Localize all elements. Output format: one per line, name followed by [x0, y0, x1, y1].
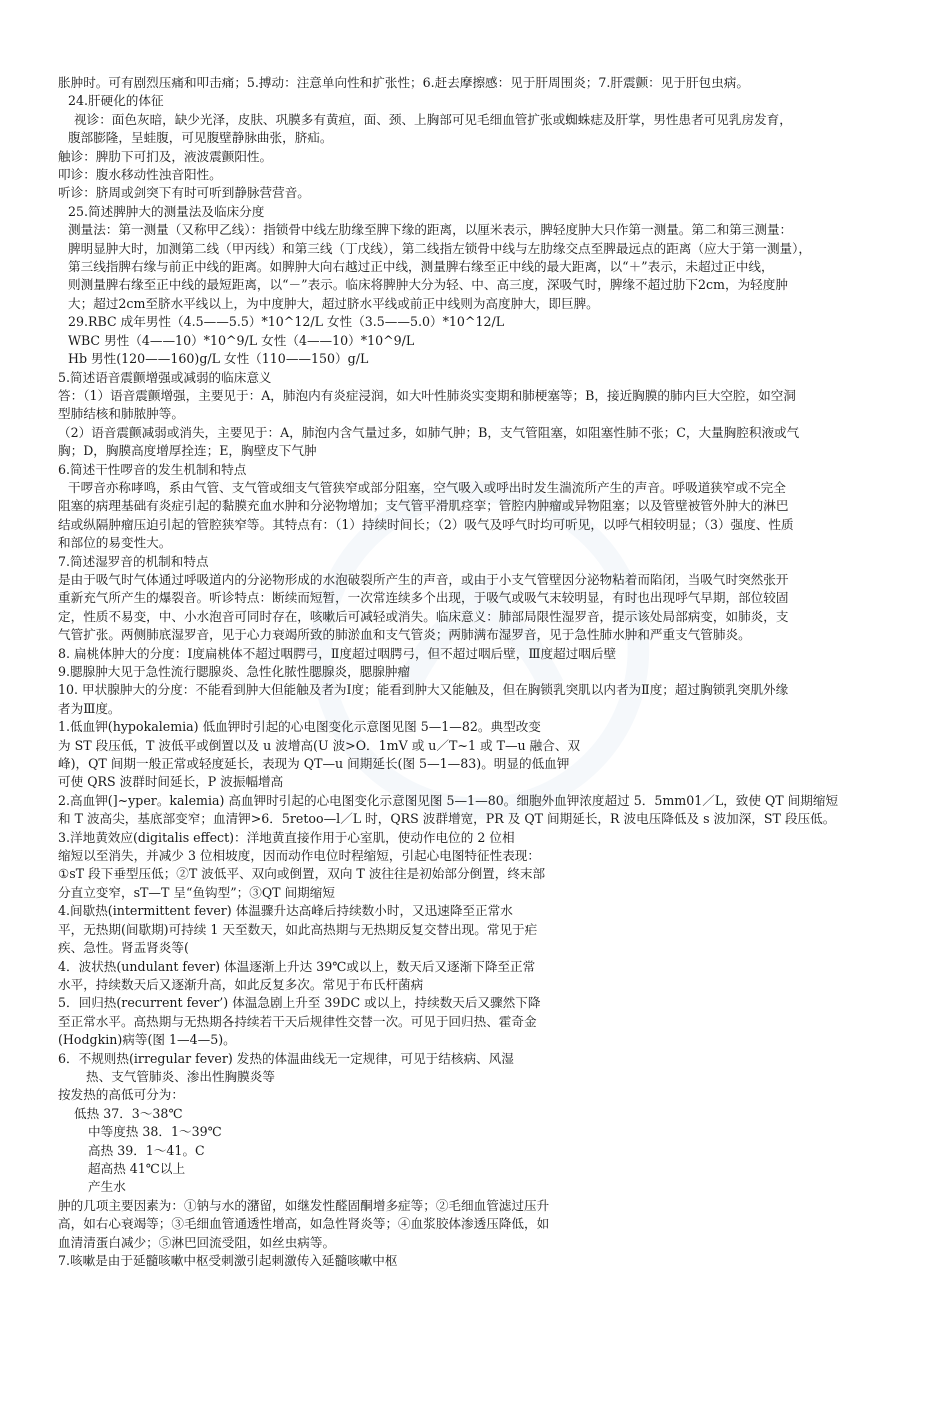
text-line: 阻塞的病理基础有炎症引起的黏膜充血水肿和分泌物增加；支气管平滑肌痉挛；管腔内肿瘤或异物阻塞；以及管壁被管外肿大的淋巴 [58, 498, 789, 514]
fever-range-item: 超高热 41℃以上 [88, 1160, 186, 1176]
text-line: 肿的几项主要因素为：①钠与水的潴留，如继发性醛固酮增多症等；②毛细血管滤过压升 [58, 1197, 550, 1213]
text-line: 者为Ⅲ度。 [58, 700, 121, 716]
text-line: 干啰音亦称哮鸣，系由气管、支气管或细支气管狭窄或部分阻塞，空气吸入或呼出时发生湍流所产生的声音。呼吸道狭窄或不完全 [68, 479, 786, 495]
text-line: 29.RBC 成年男性（4.5——5.5）*10^12/L 女性（3.5——5.0）*10^12/L [68, 314, 505, 330]
text-line: 脾明显肿大时，加测第二线（甲丙线）和第三线（丁戊线），第二线指左锁骨中线与左肋缘交点至脾最远点的距离（应大于第一测量）， [68, 240, 812, 256]
text-line: 低热 37．3～38℃ [74, 1105, 183, 1121]
text-line: 1.低血钾(hypokalemia) 低血钾时引起的心电图变化示意图见图 5—1—82。典型改变 [58, 719, 541, 735]
text-line: 叩诊：腹水移动性浊音阳性。 [58, 167, 222, 183]
text-line: 2.高血钾(]~yper。kalemia) 高血钾时引起的心电图变化示意图见图 5—1—80。细胞外血钾浓度超过 5．5mm01／L，致使 QT 间期缩短 [58, 792, 839, 808]
text-line: 9.腮腺肿大见于急性流行腮腺炎、急性化脓性腮腺炎，腮腺肿瘤 [58, 664, 411, 679]
text-line: 血清清蛋白减少；⑤淋巴回流受阻，如丝虫病等。 [58, 1234, 336, 1250]
text-line: 视诊：面色灰暗，缺少光泽，皮肤、巩膜多有黄疸，面、颈、上胸部可见毛细血管扩张或蜘蛛痣及肝掌，男性患者可见乳房发育， [74, 111, 792, 127]
text-line: 测量法：第一测量（又称甲乙线）：指锁骨中线左肋缘至脾下缘的距离，以厘米表示，脾轻度肿大只作第一测量。第二和第三测量： [68, 222, 793, 238]
text-line: (Hodgkin)病等(图 1—4—5)。 [58, 1032, 236, 1048]
text-line: 按发热的高低可分为： [58, 1087, 184, 1103]
text-line: 至正常水平。高热期与无热期各持续若干天后规律性交替一次。可见于回归热、霍奇金 [58, 1013, 537, 1029]
text-line: 第三线指脾右缘与前正中线的距离。如脾肿大向右越过正中线，测量脾右缘至正中线的最大距离，以“＋”表示，未超过正中线， [68, 259, 774, 275]
text-line: Hb 男性(120——160)g/L 女性（110——150）g/L [68, 351, 369, 367]
text-line: 型肺结核和肺脓肿等。 [58, 406, 184, 422]
text-line: 高，如右心衰竭等；③毛细血管通透性增高，如急性肾炎等；④血浆胶体渗透压降低，如 [58, 1216, 550, 1232]
text-line: 10. 甲状腺肿大的分度：不能看到肿大但能触及者为Ⅰ度；能看到肿大又能触及，但在胸锁乳突肌以内者为Ⅱ度；超过胸锁乳突肌外缘 [58, 682, 789, 698]
text-line: 和部位的易变性大。 [58, 535, 172, 551]
text-line: （2）语音震颤减弱或消失，主要见于：A，肺泡内含气量过多，如肺气肿；B，支气管阻塞，如阻塞性肺不张；C，大量胸腔积液或气 [58, 424, 800, 440]
text-line: 定，性质不易变，中、小水泡音可同时存在，咳嗽后可减轻或消失。临床意义：肺部局限性湿罗音，提示该处局部病变，如肺炎，支 [58, 608, 789, 624]
text-line: 平，无热期(间歇期)可持续 1 天至数天，如此高热期与无热期反复交替出现。常见于疟 [58, 921, 538, 937]
text-line: 腹部膨隆，呈蛙腹，可见腹壁静脉曲张，脐疝。 [68, 130, 333, 146]
text-line: 胀肿时。可有剧烈压痛和叩击痛；5.搏动：注意单向性和扩张性；6.赶去摩擦感：见于肝周围炎；7.肝震颤：见于肝包虫病。 [58, 75, 749, 90]
text-line: 4．波状热(undulant fever) 体温逐渐上升达 39℃或以上，数天后又逐渐下降至正常 [58, 958, 536, 974]
text-line: 7.咳嗽是由于延髓咳嗽中枢受刺激引起刺激传入延髓咳嗽中枢 [58, 1253, 398, 1268]
text-line: 8. 扁桃体肿大的分度：Ⅰ度扁桃体不超过咽腭弓，Ⅱ度超过咽腭弓，但不超过咽后壁，Ⅲ度超过咽后壁 [58, 645, 617, 661]
text-line: 分直立变窄，sT—T 呈“鱼钩型”；③QT 间期缩短 [58, 884, 335, 900]
text-line: 为 ST 段压低，T 波低平或倒置以及 u 波增高(U 波>O．1mV 或 u／T~1 或 T—u 融合、双 [58, 737, 581, 753]
text-line: 胸；D，胸膜高度增厚拴连；E，胸壁皮下气肿 [58, 443, 317, 459]
text-line: 触诊：脾肋下可扪及，液波震颤阳性。 [58, 148, 273, 164]
fever-range-item: 产生水 [88, 1179, 126, 1195]
document-page [58, 74, 900, 1270]
section-heading: 5.简述语音震颤增强或减弱的临床意义 [58, 369, 272, 385]
text-line: 则测量脾右缘至正中线的最短距离，以“－”表示。临床将脾肿大分为轻、中、高三度，深吸气时，脾缘不超过肋下2cm，为轻度肿 [68, 277, 788, 293]
text-line: 3.洋地黄效应(digitalis effect)：洋地黄直接作用于心室肌，使动作电位的 2 位相 [58, 829, 515, 845]
fever-range-item: 高热 39．1～41。C [88, 1142, 205, 1158]
text-line: 5．回归热(recurrent fever’) 体温急剧上升至 39DC 或以上，持续数天后又骤然下降 [58, 995, 541, 1011]
section-heading: 6.简述干性啰音的发生机制和特点 [58, 461, 247, 477]
text-line: 缩短以至消失，并减少 3 位相坡度，因而动作电位时程缩短，引起心电图特征性表现： [58, 848, 540, 864]
section-heading: 25.简述脾肿大的测量法及临床分度 [68, 203, 265, 219]
text-line: 结或纵隔肿瘤压迫引起的管腔狭窄等。其特点有：（1）持续时间长；（2）吸气及呼气时均可听见，以呼气相较明显；（3）强度、性质 [58, 516, 794, 532]
text-line: 答：（1）语音震颤增强，主要见于：A，肺泡内有炎症浸润，如大叶性肺炎实变期和肺梗塞等；B，接近胸膜的肺内巨大空腔，如空洞 [58, 387, 796, 403]
text-line: 听诊：脐周或剑突下有时可听到静脉营营音。 [58, 185, 310, 201]
text-line: WBC 男性（4——10）*10^9/L 女性（4——10）*10^9/L [68, 332, 415, 348]
text-line: ①sT 段下垂型压低；②T 波低平、双向或倒置，双向 T 波往往是初始部分倒置，终末部 [58, 866, 546, 882]
text-line: 水平，持续数天后又逐渐升高，如此反复多次。常见于布氏杆菌病 [58, 976, 424, 992]
text-line: 4.间歇热(intermittent fever) 体温骤升达高峰后持续数小时，又迅速降至正常水 [58, 903, 513, 919]
text-line: 峰)，QT 间期一般正常或轻度延长，表现为 QT—u 间期延长(图 5—1—83)。明显的低血钾 [58, 756, 570, 772]
text-line: 可使 QRS 波群时间延长，P 波振幅增高 [58, 774, 284, 790]
text-line: 重新充气所产生的爆裂音。听诊特点：断续而短暂，一次常连续多个出现，于吸气或吸气末较明显，有时也出现呼气早期，部位较固 [58, 590, 789, 606]
section-heading: 24.肝硬化的体征 [68, 93, 164, 109]
text-line: 气管扩张。两侧肺底湿罗音，见于心力衰竭所致的肺淤血和支气管炎；两肺满布湿罗音，见于急性肺水肿和严重支气管肺炎。 [58, 627, 751, 643]
text-line: 疾、急性。肾盂肾炎等( [58, 940, 189, 956]
text-line: 6．不规则热(irregular fever) 发热的体温曲线无一定规律，可见于结核病、风湿 [58, 1050, 514, 1066]
fever-range-item: 中等度热 38．1～39℃ [88, 1124, 222, 1140]
text-line: 是由于吸气时气体通过呼吸道内的分泌物形成的水泡破裂所产生的声音，或由于小支气管壁因分泌物粘着而陷闭，当吸气时突然张开 [58, 571, 789, 587]
text-line: 热、支气管肺炎、渗出性胸膜炎等 [86, 1068, 275, 1084]
text-line: 大；超过2cm至脐水平线以上，为中度肿大，超过脐水平线或前正中线则为高度肿大，即巨脾。 [68, 295, 599, 311]
section-heading: 7.简述湿罗音的机制和特点 [58, 553, 209, 569]
text-line: 和 T 波高尖，基底部变窄；血清钾>6．5retoo—l／L 时，QRS 波群增宽，PR 及 QT 间期延长，R 波电压降低及 s 波加深，ST 段压低。 [58, 811, 836, 827]
